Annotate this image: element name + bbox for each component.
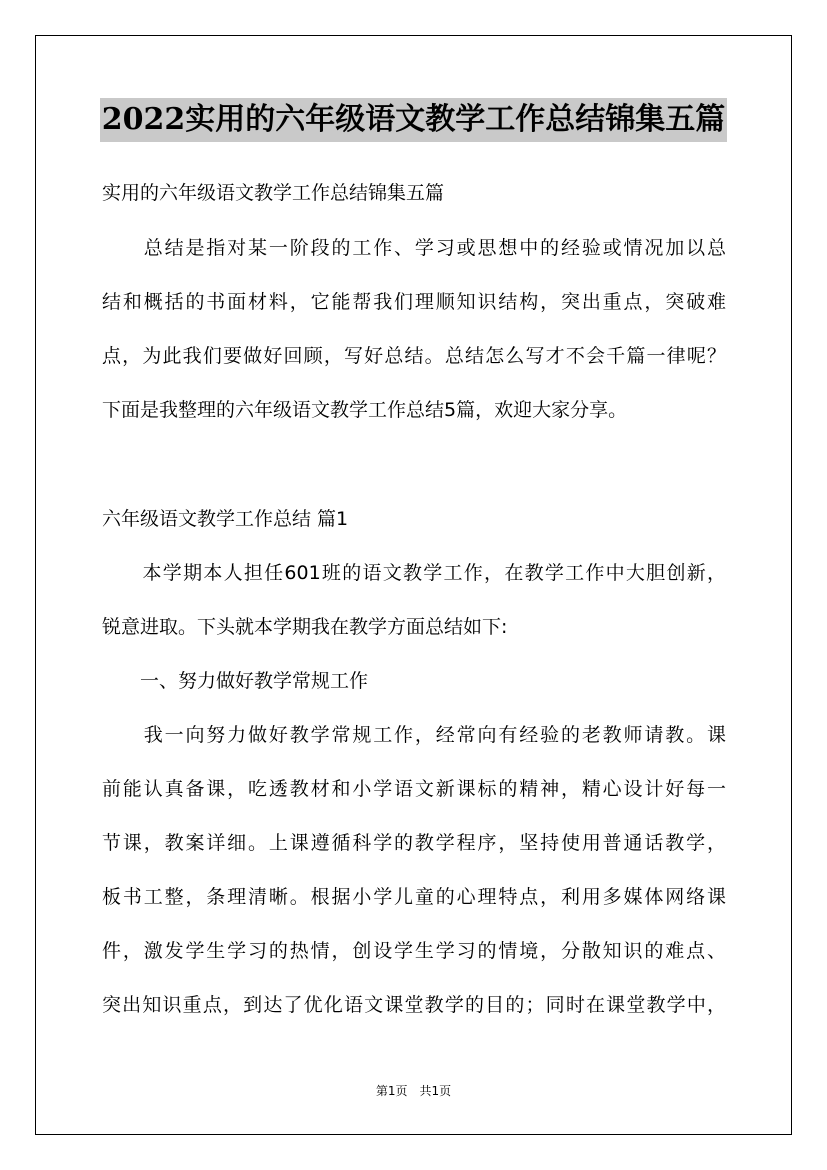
document-title: 2022实用的六年级语文教学工作总结锦集五篇 (100, 98, 728, 142)
paragraph-line: 突出知识重点，到达了优化语文课堂教学的目的；同时在课堂教学中， (102, 994, 726, 1016)
title-area (0, 98, 827, 142)
paragraph-line: 节课，教案详细。上课遵循科学的教学程序，坚持使用普通话教学， (102, 832, 726, 854)
intro-line: 下面是我整理的六年级语文教学工作总结5篇，欢迎大家分享。 (102, 399, 628, 421)
section-heading: 六年级语文教学工作总结 篇1 (102, 508, 349, 530)
paragraph-line: 前能认真备课，吃透教材和小学语文新课标的精神，精心设计好每一 (102, 778, 726, 800)
paragraph-line: 锐意进取。下头就本学期我在教学方面总结如下: (102, 616, 508, 638)
paragraph-line: 件，激发学生学习的热情，创设学生学习的情境，分散知识的难点、 (102, 940, 726, 962)
intro-line: 总结是指对某一阶段的工作、学习或思想中的经验或情况加以总 (102, 237, 726, 259)
document-subtitle: 实用的六年级语文教学工作总结锦集五篇 (102, 182, 445, 204)
paragraph-line: 板书工整，条理清晰。根据小学儿童的心理特点，利用多媒体网络课 (102, 886, 726, 908)
paragraph-line: 本学期本人担任601班的语文教学工作，在教学工作中大胆创新， (102, 562, 726, 584)
intro-line: 结和概括的书面材料，它能帮我们理顺知识结构，突出重点，突破难 (102, 291, 726, 313)
page-footer: 第1页 共1页 (375, 1084, 452, 1098)
sub-heading: 一、努力做好教学常规工作 (102, 670, 369, 692)
paragraph-line: 我一向努力做好教学常规工作，经常向有经验的老教师请教。课 (102, 724, 726, 746)
intro-line: 点，为此我们要做好回顾，写好总结。总结怎么写才不会千篇一律呢？ (102, 345, 726, 367)
